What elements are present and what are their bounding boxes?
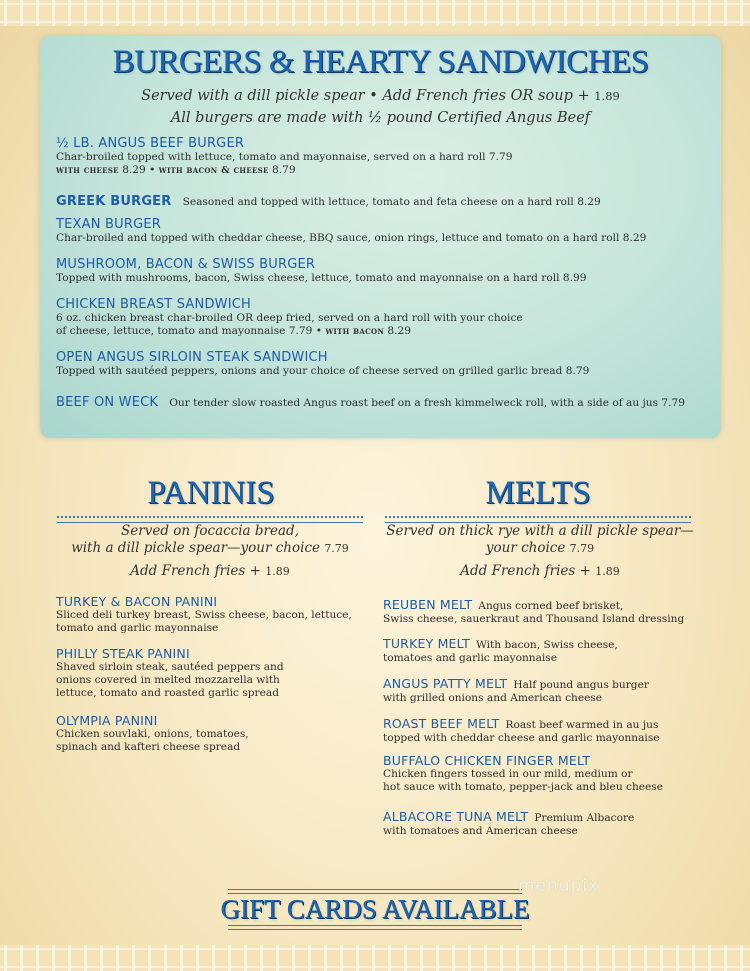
paninis-title: PANINIS (147, 475, 275, 511)
melts-divider (385, 516, 691, 523)
menu-item-angus-beef-burger: ½ LB. ANGUS BEEF BURGER Char-broiled topped with lettuce, tomato and mayonnaise, served on a hard roll 7.79 with cheese 8.29 • with bacon & cheese 8.79 (56, 136, 513, 176)
menu-item-turkey-melt: TURKEY MELT With bacon, Swiss cheese, tomatoes and garlic mayonnaise (383, 636, 618, 664)
paninis-divider (57, 516, 363, 523)
burgers-subtitle-1: Served with a dill pickle spear • Add French fries OR soup + 1.89 (141, 88, 620, 104)
bottom-border-pattern (0, 945, 750, 971)
menu-item-albacore-tuna-melt: ALBACORE TUNA MELT Premium Albacore with tomatoes and American cheese (383, 809, 635, 837)
menu-item-roast-beef-melt: ROAST BEEF MELT Roast beef warmed in au jus topped with cheddar cheese and garlic mayonnaise (383, 716, 660, 744)
gift-cards-banner: GIFT CARDS AVAILABLE (220, 894, 530, 924)
menu-item-buffalo-chicken-finger-melt: BUFFALO CHICKEN FINGER MELT Chicken fingers tossed in our mild, medium or hot sauce with tomato, pepper-jack and bleu cheese (383, 753, 664, 793)
menu-item-chicken-breast-sandwich: CHICKEN BREAST SANDWICH 6 oz. chicken breast char-broiled OR deep fried, served on a hard roll with your choice of cheese, lettuce, tomato and mayonnaise 7.79 • with bacon 8.29 (56, 297, 523, 337)
top-border-pattern (0, 0, 750, 26)
menu-item-reuben-melt: REUBEN MELT Angus corned beef brisket, Swiss cheese, sauerkraut and Thousand Island dressing (383, 597, 685, 625)
menu-item-open-angus-sirloin-steak: OPEN ANGUS SIRLOIN STEAK SANDWICH Topped with sautéed peppers, onions and your choice of cheese served on grilled garlic bread 8.79 (56, 350, 590, 377)
melts-title: MELTS (485, 475, 591, 511)
menupix-watermark: menupix (518, 876, 600, 896)
menu-item-beef-on-weck: BEEF ON WECK Our tender slow roasted Angus roast beef on a fresh kimmelweck roll, with a side of au jus 7.79 (56, 395, 686, 410)
paninis-intro: Served on focaccia bread, with a dill pickle spear—your choice 7.79 Add French fries + 1.89 (71, 523, 349, 579)
menu-item-philly-steak-panini: PHILLY STEAK PANINI Shaved sirloin steak, sautéed peppers and onions covered in melted mozzarella with lettuce, tomato and roasted garlic spread (56, 646, 284, 699)
burgers-title: BURGERS & HEARTY SANDWICHES (112, 44, 649, 80)
menu-item-greek-burger: GREEK BURGER Seasoned and topped with lettuce, tomato and feta cheese on a hard roll 8.29 (56, 194, 601, 209)
menu-item-olympia-panini: OLYMPIA PANINI Chicken souvlaki, onions, tomatoes, spinach and kafteri cheese spread (56, 713, 249, 753)
burgers-panel (40, 36, 721, 438)
gift-rule-bottom (228, 925, 522, 930)
melts-intro: Served on thick rye with a dill pickle spear— your choice 7.79 Add French fries + 1.89 (386, 523, 694, 579)
menu-item-angus-patty-melt: ANGUS PATTY MELT Half pound angus burger with grilled onions and American cheese (383, 676, 649, 704)
menu-item-turkey-bacon-panini: TURKEY & BACON PANINI Sliced deli turkey breast, Swiss cheese, bacon, lettuce, tomato and garlic mayonnaise (56, 594, 352, 634)
menu-item-texan-burger: TEXAN BURGER Char-broiled and topped with cheddar cheese, BBQ sauce, onion rings, lettuce and tomato on a hard roll 8.29 (56, 217, 647, 244)
menu-item-mushroom-bacon-swiss-burger: MUSHROOM, BACON & SWISS BURGER Topped with mushrooms, bacon, Swiss cheese, lettuce, tomato and mayonnaise on a hard roll 8.99 (56, 257, 587, 284)
burgers-subtitle-2: All burgers are made with ½ pound Certified Angus Beef (170, 110, 591, 126)
